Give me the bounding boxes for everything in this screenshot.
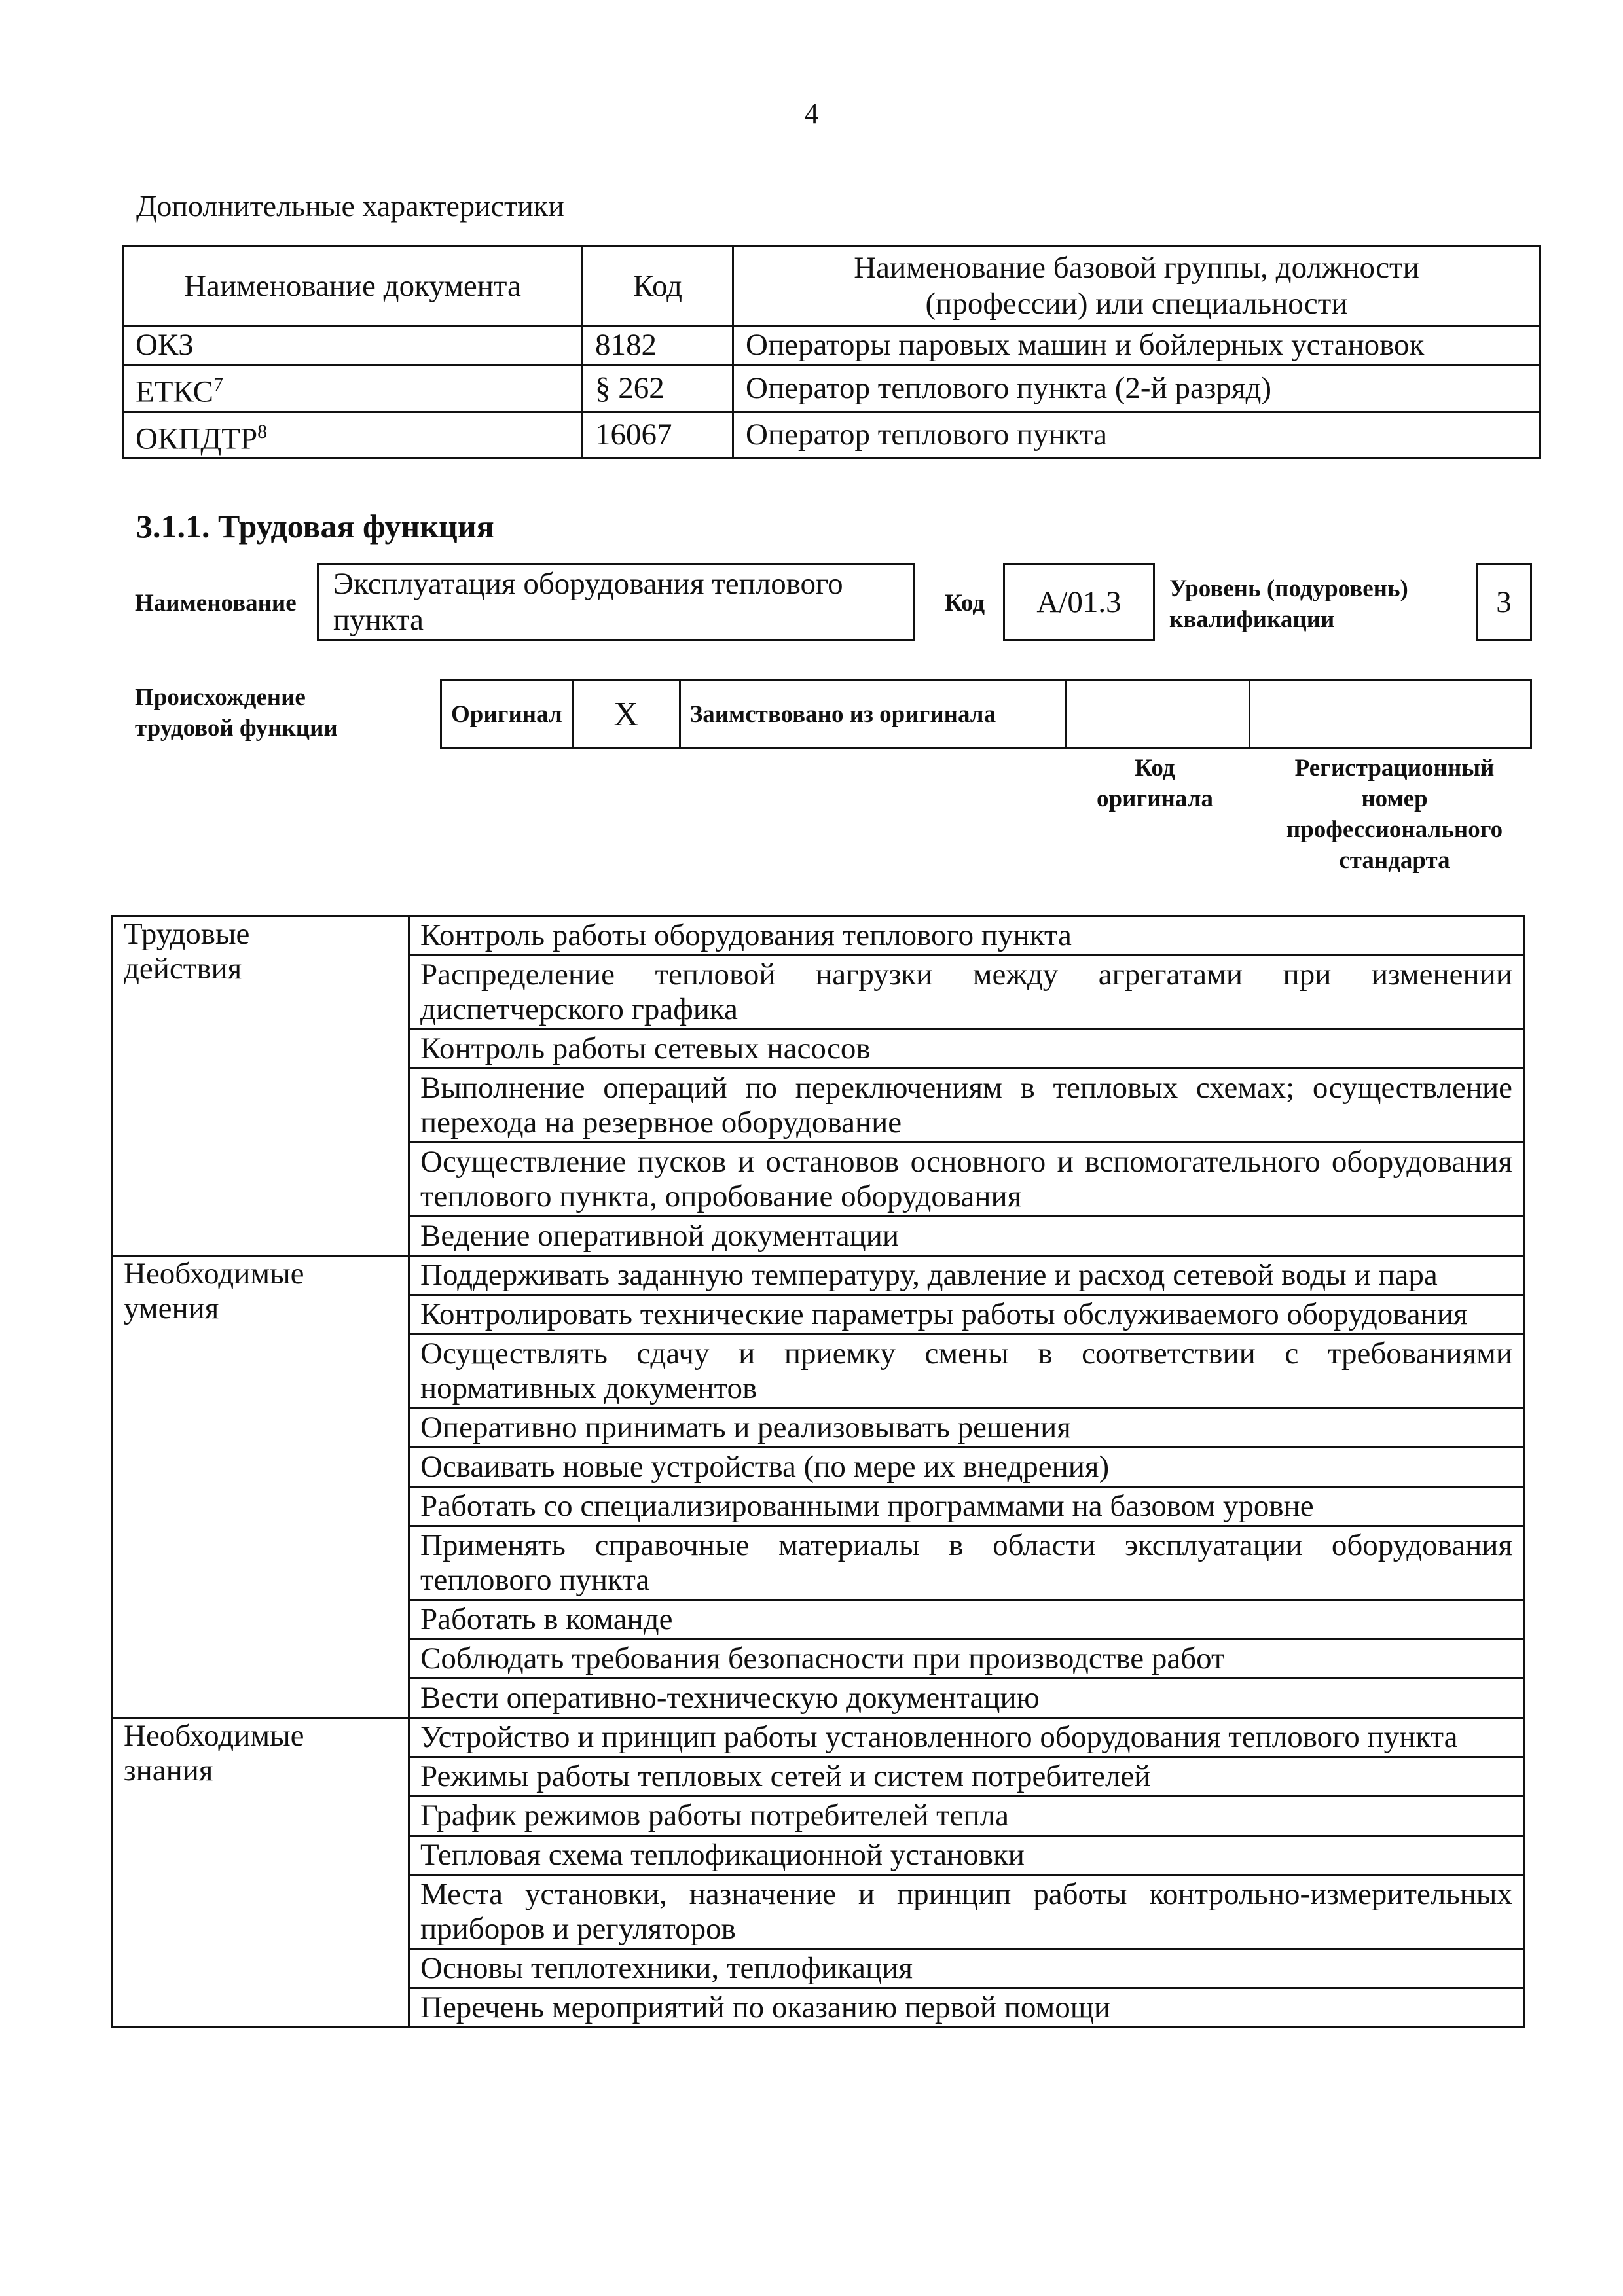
doc-name: ЕТКС	[136, 374, 213, 409]
code-caption-line2: оригинала	[1097, 785, 1213, 812]
list-item: Основы теплотехники, теплофикация	[409, 1949, 1524, 1988]
doc-group: Оператор теплового пункта	[733, 412, 1541, 459]
list-item: Режимы работы тепловых сетей и систем потребителей	[409, 1757, 1524, 1797]
list-item: Контролировать технические параметры работы обслуживаемого оборудования	[409, 1295, 1524, 1335]
skills-label-line2: умения	[124, 1291, 219, 1325]
function-name-label: Наименование	[135, 590, 297, 617]
knowledge-label-line1: Необходимые	[124, 1719, 304, 1753]
page-number: 4	[804, 98, 819, 130]
header-group-line1: Наименование базовой группы, должности	[854, 251, 1419, 285]
list-item: Работать в команде	[409, 1600, 1524, 1640]
footnote-ref: 7	[213, 374, 223, 395]
origin-reg-cell	[1249, 681, 1531, 748]
list-item: Ведение оперативной документации	[409, 1217, 1524, 1256]
list-item: Применять справочные материалы в области эксплуатации оборудования теплового пункта	[409, 1526, 1524, 1600]
list-item: Осуществлять сдачу и приемку смены в соответствии с требованиями нормативных документов	[409, 1335, 1524, 1408]
footnote-ref: 8	[257, 420, 268, 442]
list-item: Устройство и принцип работы установленного оборудования теплового пункта	[409, 1718, 1524, 1757]
list-item: Выполнение операций по переключениям в тепловых схемах; осуществление перехода на резервное оборудование	[409, 1069, 1524, 1143]
list-item: Контроль работы оборудования теплового пункта	[409, 916, 1524, 956]
doc-name: ОКЗ	[136, 328, 194, 362]
origin-original: Оригинал	[441, 681, 573, 748]
qualification-level-label	[1169, 573, 1408, 635]
function-title: 3.1.1. Трудовая функция	[136, 508, 494, 545]
table-row	[123, 412, 1541, 459]
list-item: Распределение тепловой нагрузки между агрегатами при изменении диспетчерского графика	[409, 956, 1524, 1030]
list-item: Вести оперативно-техническую документацию	[409, 1679, 1524, 1718]
skills-category	[113, 1256, 409, 1718]
list-item: Работать со специализированными программами на базовом уровне	[409, 1487, 1524, 1526]
reg-caption-line2: номер	[1361, 785, 1428, 812]
header-group-line2: (профессии) или специальности	[925, 287, 1348, 321]
reg-caption-line1: Регистрационный	[1294, 755, 1495, 781]
knowledge-category	[113, 1718, 409, 2028]
table-row	[123, 326, 1541, 365]
knowledge-label-line2: знания	[124, 1753, 213, 1787]
table-row	[123, 365, 1541, 412]
origin-label-line1: Происхождение	[135, 684, 306, 711]
origin-label-line2: трудовой функции	[135, 715, 338, 742]
skills-label-line1: Необходимые	[124, 1257, 304, 1291]
function-code-label: Код	[945, 590, 985, 617]
doc-group: Оператор теплового пункта (2-й разряд)	[733, 365, 1541, 412]
header-document: Наименование документа	[123, 247, 583, 326]
origin-table	[440, 679, 1532, 749]
level-label-line1: Уровень (подуровень)	[1169, 575, 1408, 602]
doc-code: 8182	[583, 326, 733, 365]
actions-label-line2: действия	[124, 952, 242, 986]
additional-characteristics-table	[122, 245, 1541, 459]
function-name-line1: Эксплуатация оборудования теплового	[333, 567, 843, 601]
origin-code-caption	[1074, 753, 1236, 814]
origin-mark: X	[572, 681, 680, 748]
function-name-line2: пункта	[333, 603, 424, 637]
origin-code-cell	[1066, 681, 1249, 748]
list-item: Соблюдать требования безопасности при производстве работ	[409, 1640, 1524, 1679]
origin-label	[135, 682, 338, 744]
level-label-line2: квалификации	[1169, 606, 1335, 633]
doc-name: ОКПДТР	[136, 422, 258, 456]
list-item: Места установки, назначение и принцип работы контрольно-измерительных приборов и регуляторов	[409, 1875, 1524, 1949]
section-caption: Дополнительные характеристики	[136, 189, 564, 223]
doc-code: 16067	[583, 412, 733, 459]
origin-borrowed: Заимствовано из оригинала	[680, 681, 1066, 748]
list-item: Осуществление пусков и остановов основного и вспомогательного оборудования теплового пункта, опробование оборудования	[409, 1143, 1524, 1217]
qualification-level-value: 3	[1476, 563, 1532, 641]
list-item: График режимов работы потребителей тепла	[409, 1797, 1524, 1836]
doc-code: § 262	[583, 365, 733, 412]
code-caption-line1: Код	[1135, 755, 1175, 781]
actions-category	[113, 916, 409, 1256]
reg-caption-line3: профессионального	[1286, 816, 1503, 843]
list-item: Контроль работы сетевых насосов	[409, 1030, 1524, 1069]
origin-reg-caption	[1257, 753, 1532, 876]
list-item: Перечень мероприятий по оказанию первой помощи	[409, 1988, 1524, 2028]
header-code: Код	[583, 247, 733, 326]
reg-caption-line4: стандарта	[1339, 847, 1450, 874]
function-name-box	[317, 563, 915, 641]
list-item: Тепловая схема теплофикационной установки	[409, 1836, 1524, 1875]
list-item: Поддерживать заданную температуру, давление и расход сетевой воды и пара	[409, 1256, 1524, 1295]
doc-group: Операторы паровых машин и бойлерных установок	[733, 326, 1541, 365]
list-item: Осваивать новые устройства (по мере их внедрения)	[409, 1448, 1524, 1487]
function-code-value: А/01.3	[1003, 563, 1155, 641]
header-group	[733, 247, 1541, 326]
list-item: Оперативно принимать и реализовывать решения	[409, 1408, 1524, 1448]
actions-label-line1: Трудовые	[124, 917, 250, 951]
function-content-table	[111, 915, 1525, 2028]
